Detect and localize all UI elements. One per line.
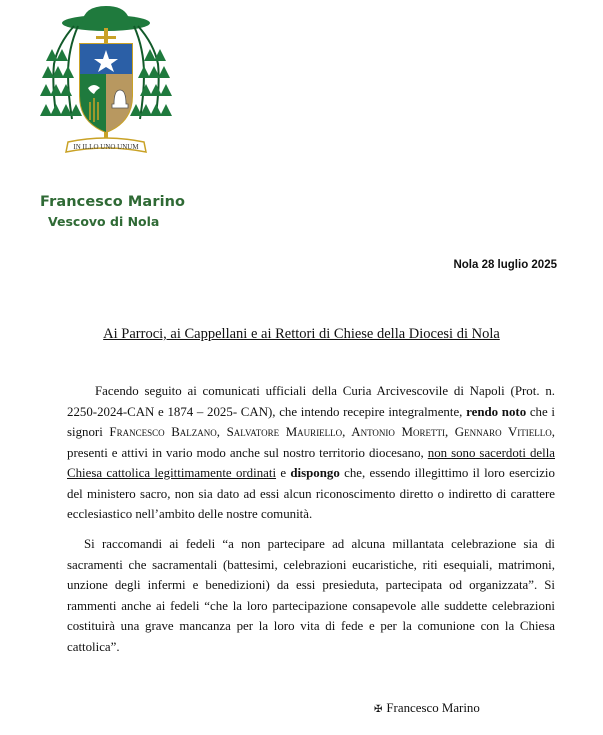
p1-text-2: che i signori — [67, 404, 555, 439]
body-paragraph-2: Si raccomandi ai fedeli “a non partecipare ad alcuna millantata celebrazione sia di sacramenti che sacramentali (battesimi, celebrazioni eucaristiche, riti esequiali, matrimoni, unzione degli infermi e benedizioni) da essi presieduta, partecipata od organizzata”. Si rammenti anche ai fedeli “che la loro partecipazione consapevole alle suddette celebrazioni costituirà una grave mancanza per la loro vita di fede e per la comunione con la Chiesa cattolica”. — [67, 537, 555, 654]
galero-hat-icon — [62, 6, 150, 31]
letter-date: Nola 28 luglio 2025 — [453, 259, 557, 271]
motto-text: IN ILLO UNO UNUM — [73, 143, 139, 151]
signature-block — [374, 701, 480, 716]
p1-text-5: che, essendo illegittimo il loro esercizio del ministero sacro, non sia dato ad essi alcun riconoscimento diretto o indiretto di carattere ecclesiastico nell’ambito delle nostre comunità. — [67, 466, 555, 521]
addressee-heading: Ai Parroci, ai Cappellani e ai Rettori di Chiese della Diocesi di Nola — [103, 326, 500, 342]
p1-text-4: e — [280, 466, 287, 480]
p1-names: Francesco Balzano, Salvatore Mauriello, Antonio Moretti, Gennaro Vitiello, — [109, 425, 555, 439]
coat-of-arms — [38, 4, 174, 164]
left-tassels-icon — [40, 49, 82, 116]
signature-name: Francesco Marino — [386, 701, 480, 715]
sender-name: Francesco Marino — [40, 194, 186, 210]
p1-text-3: presenti e attivi in vario modo anche sul nostro territorio diocesano, — [67, 445, 424, 460]
sender-block — [40, 194, 185, 229]
motto-ribbon — [66, 138, 146, 152]
sender-role: Vescovo di Nola — [48, 214, 160, 229]
p1-underlined-statement: non sono sacerdoti della Chiesa cattolica legittimamente ordinati — [67, 445, 555, 480]
right-tassels-icon — [130, 49, 172, 116]
cross-icon: ✠ — [374, 704, 383, 715]
p1-text-1: Facendo seguito ai comunicati ufficiali della Curia Arcivescovile di Napoli (Prot. n. 2250-2024-CAN e 1874 – 2025- CAN), che intendo recepire integralmente, — [67, 384, 555, 419]
p1-bold-dispongo: dispongo — [290, 466, 340, 480]
shield-icon — [80, 44, 132, 132]
p1-bold-rendo-noto: rendo noto — [466, 404, 527, 419]
body-paragraph-1 — [67, 381, 555, 525]
